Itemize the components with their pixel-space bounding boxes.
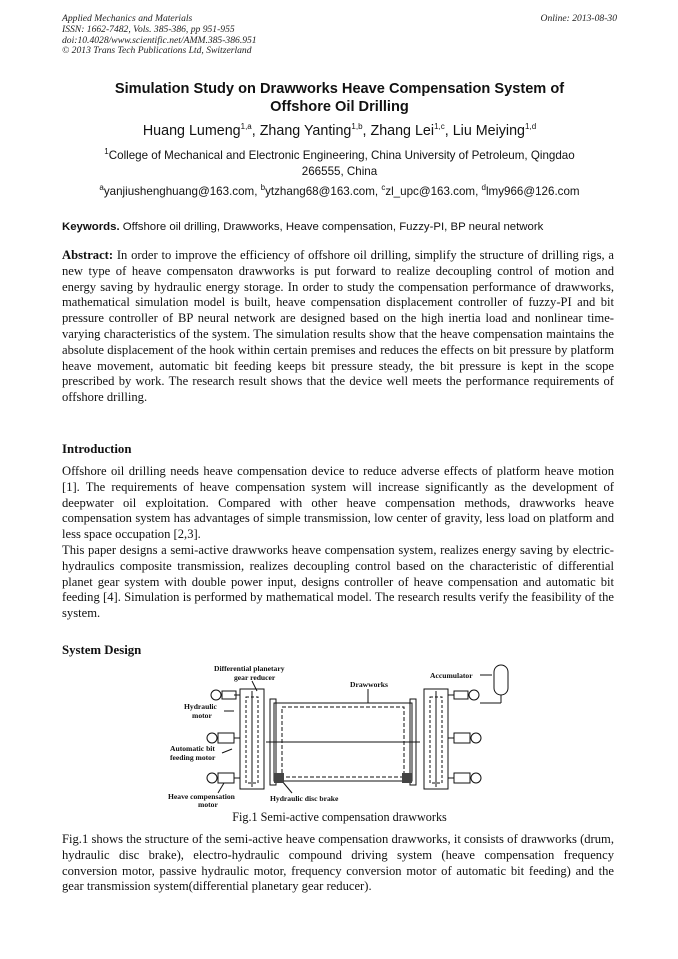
introduction-paragraph-2: This paper designs a semi-active drawworks heave compensation system, realizes energy saving by electric-hydraulics composite transmission, realizes decoupling control based on the characteristic of differential planet gear system with double power input, designs controller of heave compensation and automatic bit feeding [4]. Simulation is performed by mathematical model. The research results verify the feasibility of the system. [62, 543, 614, 621]
system-design-paragraph-1: Fig.1 shows the structure of the semi-active heave compensation drawworks, it consists of drawworks (drum, hydraulic disc brake), electro-hydraulic compound driving system (heave compensation frequency conversion motor, passive hydraulic motor, frequency conversion motor of automatic bit feeding) and the gear transmission system(differential planetary gear reducer). [62, 832, 614, 894]
email: $^d$lmy966@126.com [481, 183, 580, 198]
label-reducer-line-1: Differential planetary [214, 664, 285, 673]
figure-1-drawworks-diagram [162, 661, 520, 809]
left-gear-reducer [240, 689, 264, 789]
keywords-text: Offshore oil drilling, Drawworks, Heave compensation, Fuzzy-PI, BP neural network [119, 221, 544, 233]
online-date: Online: 2013-08-30 [540, 13, 617, 24]
label-reducer-line-2: gear reducer [234, 673, 276, 682]
journal-issn: ISSN: 1662-7482, Vols. 385-386, pp 951-955 [62, 23, 235, 35]
label-autobit-line-2: feeding motor [170, 753, 216, 762]
abstract [62, 248, 614, 406]
author: Liu Meiying$^{1,d}$ [452, 122, 537, 139]
email: $^a$yanjiushenghuang@163.com, [99, 183, 261, 198]
label-accumulator: Accumulator [430, 671, 473, 680]
email-list [62, 184, 617, 199]
journal-header [62, 14, 617, 57]
leader-lines [218, 675, 492, 793]
right-motors [448, 690, 481, 783]
drawworks-drum [266, 699, 420, 785]
label-hydraulic-line-1: Hydraulic [184, 702, 217, 711]
author: Huang Lumeng$^{1,a}$, [142, 122, 260, 139]
label-autobit-line-1: Automatic bit [170, 744, 215, 753]
author-list [62, 122, 617, 140]
journal-name: Applied Mechanics and Materials [62, 13, 193, 24]
label-hydraulic-disc-brake: Hydraulic disc brake [270, 794, 339, 803]
figure-1-caption: Fig.1 Semi-active compensation drawworks [232, 810, 447, 824]
paper-title-line-1: Simulation Study on Drawworks Heave Compensation System of [114, 81, 565, 97]
email: $^c$zl_upc@163.com, [381, 183, 482, 198]
introduction-paragraph-1: Offshore oil drilling needs heave compensation device to reduce adverse effects of platform heave motion [1]. The requirements of heave compensation system will increase significantly as the development of deepwater oil exploitation. Compared with other heave compensation methods, drawworks heave compensation system has advantages of simple transmission, low center of gravity, less load on platform and less space occupation [2,3]. [62, 464, 614, 542]
accumulator-icon [480, 665, 508, 703]
label-heave-line-1: Heave compensation [168, 792, 235, 801]
label-drawworks: Drawworks [350, 680, 388, 689]
system-design-heading: System Design [62, 643, 142, 657]
abstract-label: Abstract: [62, 248, 114, 262]
label-heave-line-2: motor [198, 800, 218, 809]
introduction-heading: Introduction [62, 442, 132, 456]
keywords-label: Keywords. [62, 221, 120, 233]
paper-title-line-2: Offshore Oil Drilling [270, 99, 409, 115]
author: Zhang Yanting$^{1,b}$, [259, 122, 371, 139]
right-gear-reducer [424, 689, 448, 789]
affiliation: $^1$College of Mechanical and Electronic Engineering, China University of Petroleum, Qingdao 266555, China [62, 148, 617, 179]
keywords [62, 220, 622, 235]
label-hydraulic-line-2: motor [192, 711, 212, 720]
author: Zhang Lei$^{1,c}$, [370, 122, 453, 139]
affiliation-line-2: 266555, China [301, 164, 378, 178]
journal-copyright: © 2013 Trans Tech Publications Ltd, Switzerland [62, 45, 252, 57]
email: $^b$ytzhang68@163.com, [260, 183, 382, 198]
abstract-text: In order to improve the efficiency of offshore oil drilling, simplify the structure of drilling rigs, a new type of heave compensaton drawworks is put forward to realize decoupling control of motion and energy saving by hydraulic energy storage. In order to study the compensation performance of drawworks, mathematical simulation model is built, heave compensation displacement controller of fuzzy-PI and bit pressure controller of BP neural network are designed based on the high inertia load and nonlinear time-varying characteristics of the system. The simulation results show that the heave compensation maintains the absolute displacement of the hook within certain premises and reduces the effects on bit pressure by platform heave movement, automatic bit feeding keeps bit pressure steady, the bit pressure is kept in the scope prescribed by work. The research result shows that the device well meets the performance requirements of offshore drilling. [62, 248, 614, 405]
affiliation-text: College of Mechanical and Electronic Engineering, China University of Petroleum, Qingdao [108, 149, 575, 162]
paper-title [62, 80, 617, 116]
journal-doi: doi:10.4028/www.scientific.net/AMM.385-386.951 [62, 34, 257, 46]
